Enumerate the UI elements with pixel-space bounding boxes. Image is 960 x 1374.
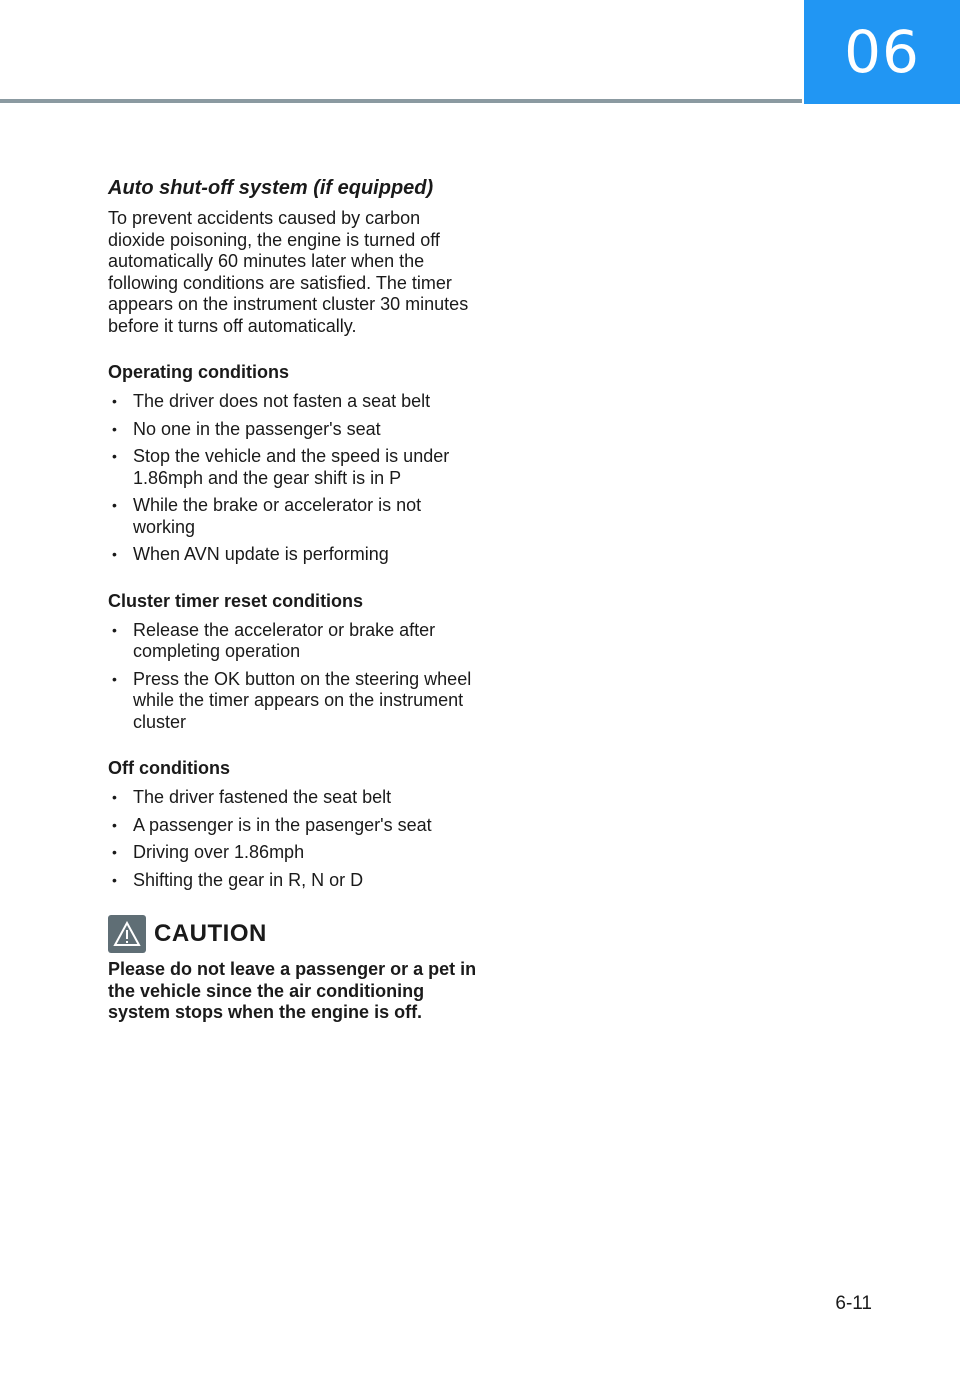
- page-number: 6-11: [835, 1293, 872, 1314]
- section-title: Auto shut-off system (if equipped): [108, 177, 434, 199]
- chapter-tab: [804, 0, 960, 104]
- caution-label: CAUTION: [154, 920, 267, 947]
- main-content: [108, 174, 480, 1024]
- list-item: • Release the accelerator or brake after completing operation: [108, 620, 480, 663]
- caution-text: Please do not leave a passenger or a pet in the vehicle since the air conditioning system stops when the engine is off.: [108, 959, 477, 1022]
- operating-conditions-heading: Operating conditions: [108, 362, 290, 382]
- intro-paragraph: To prevent accidents caused by carbon dioxide poisoning, the engine is turned off automatically 60 minutes later when the following conditions are satisfied. The timer appears on the instrument cluster 30 minutes before it turns off automatically.: [108, 208, 469, 336]
- list-item: • When AVN update is performing: [108, 544, 480, 566]
- chapter-number: 06: [844, 18, 920, 86]
- off-conditions-heading: Off conditions: [108, 758, 230, 778]
- list-item: • A passenger is in the pasenger's seat: [108, 815, 480, 837]
- operating-conditions-list: [108, 391, 480, 566]
- list-item: • The driver fastened the seat belt: [108, 787, 480, 809]
- list-item: • The driver does not fasten a seat belt: [108, 391, 480, 413]
- header-rule: [0, 99, 802, 103]
- list-item: • While the brake or accelerator is not working: [108, 495, 480, 538]
- off-conditions-list: [108, 787, 480, 891]
- list-item: • Driving over 1.86mph: [108, 842, 480, 864]
- list-item: • Stop the vehicle and the speed is under 1.86mph and the gear shift is in P: [108, 446, 480, 489]
- list-item: • No one in the passenger's seat: [108, 419, 480, 441]
- list-item: • Shifting the gear in R, N or D: [108, 870, 480, 892]
- caution-header: [108, 915, 480, 953]
- reset-conditions-heading: Cluster timer reset conditions: [108, 590, 364, 611]
- list-item: • Press the OK button on the steering wheel while the timer appears on the instrument cluster: [108, 669, 480, 734]
- reset-conditions-list: [108, 620, 480, 734]
- warning-triangle-icon: [108, 915, 146, 953]
